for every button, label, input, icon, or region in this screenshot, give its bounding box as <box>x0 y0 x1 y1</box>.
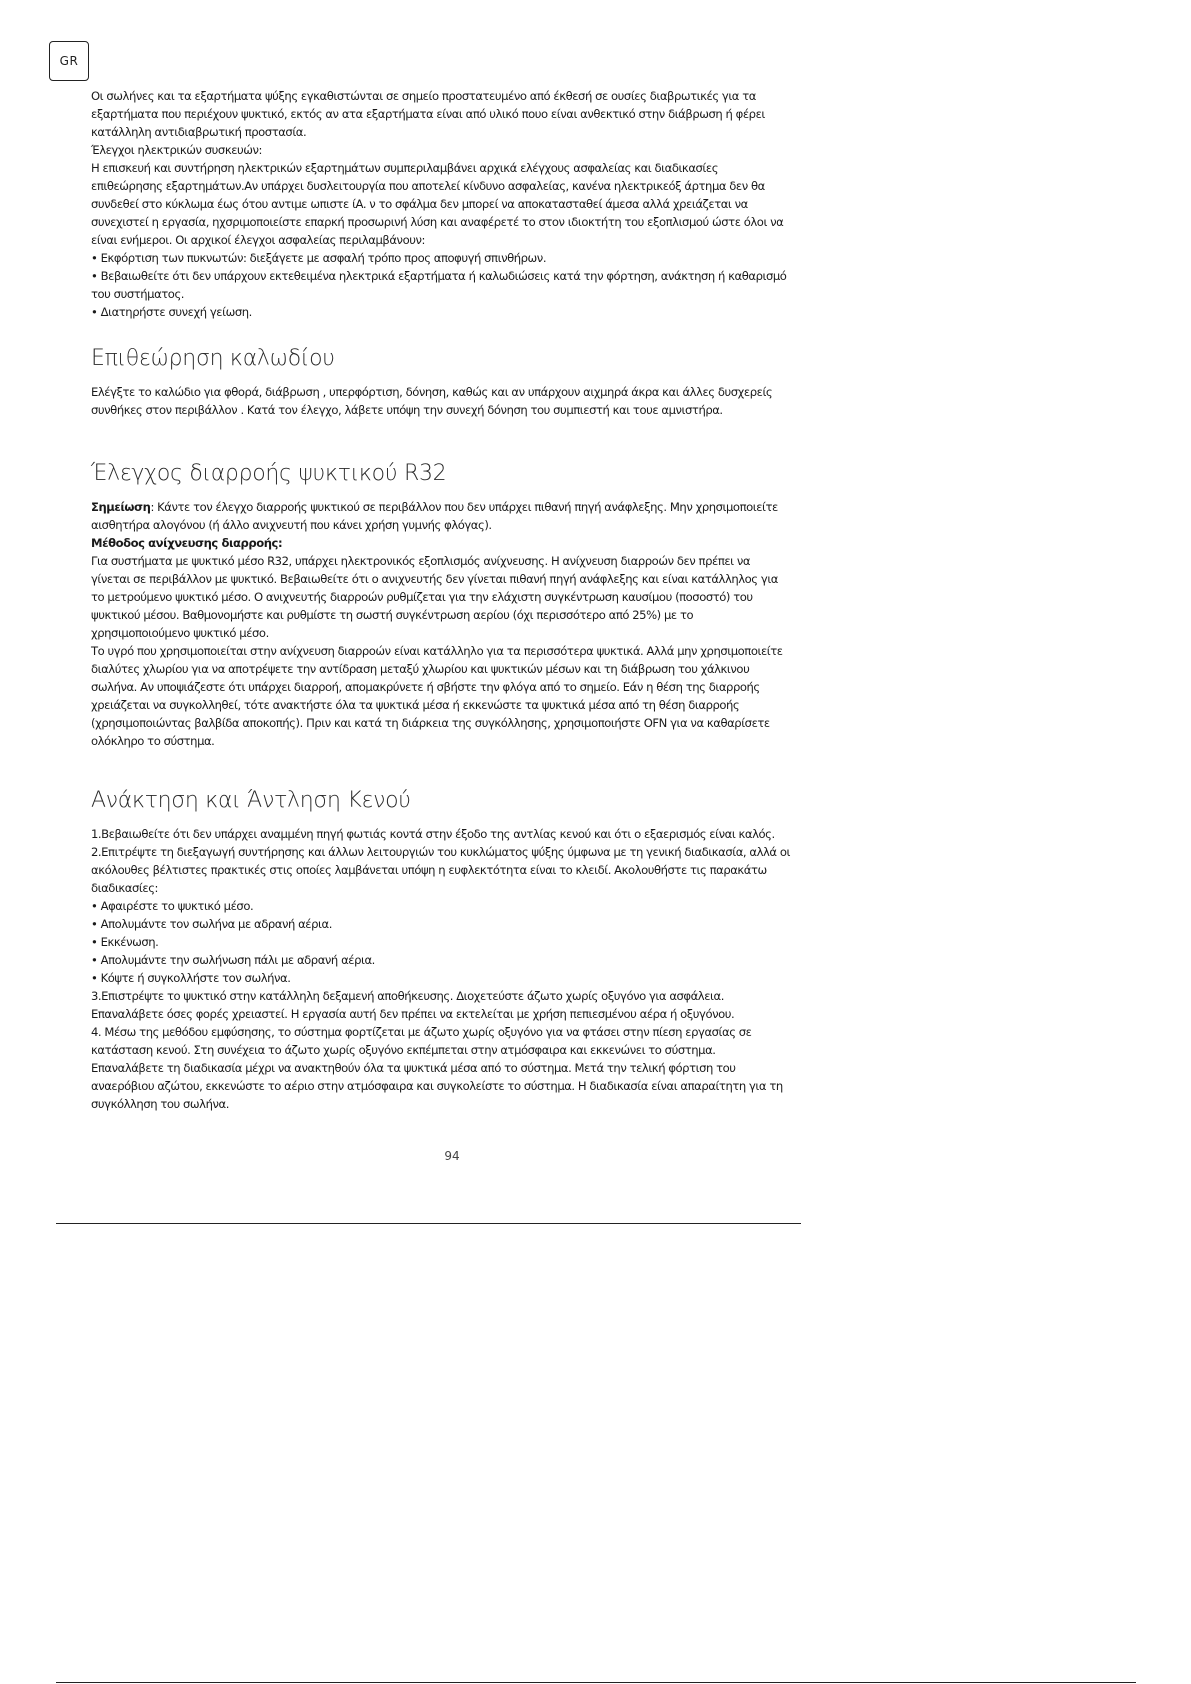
recovery-step: 4. Μέσω της μεθόδου εμφύσησης, το σύστημα φορτίζεται με άζωτο χωρίς οξυγόνο για να φτάσει στην πίεση εργασίας σε κατάσταση κενού. Στη συνέχεια το άζωτο χωρίς οξυγόνο εκπέμπεται στην ατμόσφαιρα και εκκενώνει το σύστημα. Επαναλάβετε τη διαδικασία μέχρι να ανακτηθούν όλα τα ψυκτικά μέσα από το σύστημα. Μετά την τελική φόρτιση του αναερόβιου αζώτου, εκκενώστε το αέριο στην ατμόσφαιρα και συγκολείστε το σύστημα. Η διαδικασία είναι απαραίτητη για τη συγκόλληση του σωλήνα. <box>91 1025 783 1111</box>
bullet-item: • Απολυμάντε τον σωλήνα με αδρανή αέρια. <box>91 917 332 931</box>
electrical-checks-paragraph: Η επισκευή και συντήρηση ηλεκτρικών εξαρτημάτων συμπεριλαμβάνει αρχικά ελέγχους ασφαλείας και διαδικασίες επιθεώρησης εξαρτημάτων.Αν υπάρχει δυσλειτουργία που αποτελεί κίνδυνο ασφαλείας, κανένα ηλεκτρικεόξ άρτημα δεν θα συνδεθεί στο κύκλωμα έως ότου αντιμε ωπιστε ίA. ν το σφάλμα δεν μπορεί να αποκατασταθεί άμεσα αλλά χρειάζεται να συνεχιστεί η εργασία, ηχσριμοποιείστε επαρκή προσωρινή λύση και αναφέρετέ το στον ιδιοκτήτη του εξοπλισμού ώστε όλοι να είναι ενήμεροι. Οι αρχικοί έλεγχοι ασφαλείας περιλαμβάνουν: <box>91 161 784 247</box>
intro-block <box>91 87 791 321</box>
leak-check-heading: Έλεγχος διαρροής ψυκτικού R32 <box>91 461 447 486</box>
detection-paragraph: Για συστήματα με ψυκτικό μέσο R32, υπάρχει ηλεκτρονικός εξοπλισμός ανίχνευσης. Η ανίχνευση διαρροών δεν πρέπει να γίνεται σε περιβάλλον με ψυκτικό. Βεβαιωθείτε ότι ο ανιχνευτής δεν γίνεται πιθανή πηγή ανάφλεξης και είναι κατάλληλος για το μετρούμενο ψυκτικό μέσο. Ο ανιχνευτής διαρροών ρυθμίζεται για την ελάχιστη συγκέντρωση καυσίμου (ποσοστό) του ψυκτικού μέσου. Βαθμονομήστε και ρυθμίστε τη σωστή συγκέντρωση αερίου (όχι περισσότερο από 25%) με το χρησιμοποιούμενο ψυκτικό μέσο. <box>91 554 778 640</box>
detection-paragraph: Το υγρό που χρησιμοποιείται στην ανίχνευση διαρροών είναι κατάλληλο για τα περισσότερα ψυκτικά. Αλλά μην χρησιμοποιείτε διαλύτες χλωρίου για να αποτρέψετε την αντίδραση μεταξύ χλωρίου και ψυκτικών μέσων και τη διάβρωση του χάλκινου σωλήνα. Αν υποψιάζεστε ότι υπάρχει διαρροή, απομακρύνετε ή σβήστε την φλόγα από το σημείο. Εάν η θέση της διαρροής χρειάζεται να συγκολληθεί, τότε ανακτήστε όλα τα ψυκτικά μέσα ή εκκενώστε τα ψυκτικά μέσα από τη θέση διαρροής (χρησιμοποιώντας βαλβίδα αποκοπής). Πριν και κατά τη διάρκεια της συγκόλλησης, χρησιμοποιήστε OFN για να καθαρίσετε ολόκληρο το σύστημα. <box>91 644 783 748</box>
leak-note-paragraph <box>91 498 791 534</box>
note-label: Σημείωση <box>91 500 151 514</box>
recovery-step: 3.Επιστρέψτε το ψυκτικό στην κατάλληλη δεξαμενή αποθήκευσης. Διοχετεύστε άζωτο χωρίς οξυγόνο για ασφάλεια. Επαναλάβετε όσες φορές χρειαστεί. Η εργασία αυτή δεν πρέπει να εκτελείται με χρήση πεπιεσμένου αέρα ή οξυγόνου. <box>91 989 735 1021</box>
bullet-item: • Βεβαιωθείτε ότι δεν υπάρχουν εκτεθειμένα ηλεκτρικά εξαρτήματα ή καλωδιώσεις κατά την φόρτηση, ανάκτηση ή καθαρισμό του συστήματος. <box>91 269 787 301</box>
divider-line <box>56 1223 801 1224</box>
bullet-item: • Εκκένωση. <box>91 935 159 949</box>
bullet-item: • Κόψτε ή συγκολλήστε τον σωλήνα. <box>91 971 291 985</box>
recovery-block <box>91 825 791 1113</box>
detection-method-label: Μέθοδος ανίχνευσης διαρροής: <box>91 536 283 550</box>
bottom-divider-line <box>56 1682 1136 1683</box>
recovery-heading: Ανάκτηση και Άντληση Κενού <box>91 788 411 813</box>
cable-inspection-heading: Επιθεώρηση καλωδίου <box>91 346 335 371</box>
page-content <box>91 87 791 1113</box>
intro-paragraph: Οι σωλήνες και τα εξαρτήματα ψύξης εγκαθιστώνται σε σημείο προστατευμένο από έκθεσή σε ουσίες διαβρωτικές για τα εξαρτήματα που περιέχουν ψυκτικό, εκτός αν ατα εξαρτήματα είναι από υλικό πουο είναι ανθεκτικό στην διάβρωση ή φέρει κατάλληλη αντιδιαβρωτική προστασία. <box>91 89 765 139</box>
bullet-item: • Διατηρήστε συνεχή γείωση. <box>91 305 252 319</box>
bullet-item: • Αφαιρέστε το ψυκτικό μέσο. <box>91 899 254 913</box>
note-text: : Κάντε τον έλεγχο διαρροής ψυκτικού σε περιβάλλον που δεν υπάρχει πιθανή πηγή ανάφλεξης. Μην χρησιμοποιείτε αισθητήρα αλογόνου (ή άλλο ανιχνευτή που κάνει χρήση γυμνής φλόγας). <box>91 500 778 532</box>
cable-inspection-paragraph: Ελέγξτε το καλώδιο για φθορά, διάβρωση , υπερφόρτιση, δόνηση, καθώς και αν υπάρχουν αιχμηρά άκρα και άλλες δυσχερείς συνθήκες στον περιβάλλον . Κατά τον έλεγχο, λάβετε υπόψη την συνεχή δόνηση του συμπιεστή και τουε αμνιστήρα. <box>91 385 773 417</box>
bullet-item: • Εκφόρτιση των πυκνωτών: διεξάγετε με ασφαλή τρόπο προς αποφυγή σπινθήρων. <box>91 251 547 265</box>
bullet-item: • Απολυμάντε την σωλήνωση πάλι με αδρανή αέρια. <box>91 953 375 967</box>
recovery-step: 1.Βεβαιωθείτε ότι δεν υπάρχει αναμμένη πηγή φωτιάς κοντά στην έξοδο της αντλίας κενού και ότι ο εξαερισμός είναι καλός. <box>91 827 775 841</box>
electrical-checks-label: Έλεγχοι ηλεκτρικών συσκευών: <box>91 143 263 157</box>
language-badge: GR <box>49 41 89 81</box>
recovery-step: 2.Επιτρέψτε τη διεξαγωγή συντήρησης και άλλων λειτουργιών του κυκλώματος ψύξης ύμφωνα με τη γενική διαδικασία, αλλά οι ακόλουθες βέλτιστες πρακτικές στις οποίες λαμβάνεται υπόψη η ευφλεκτότητα είναι το κλειδί. Ακολουθήστε τις παρακάτω διαδικασίες: <box>91 845 790 895</box>
page-number: 94 <box>444 1149 460 1163</box>
